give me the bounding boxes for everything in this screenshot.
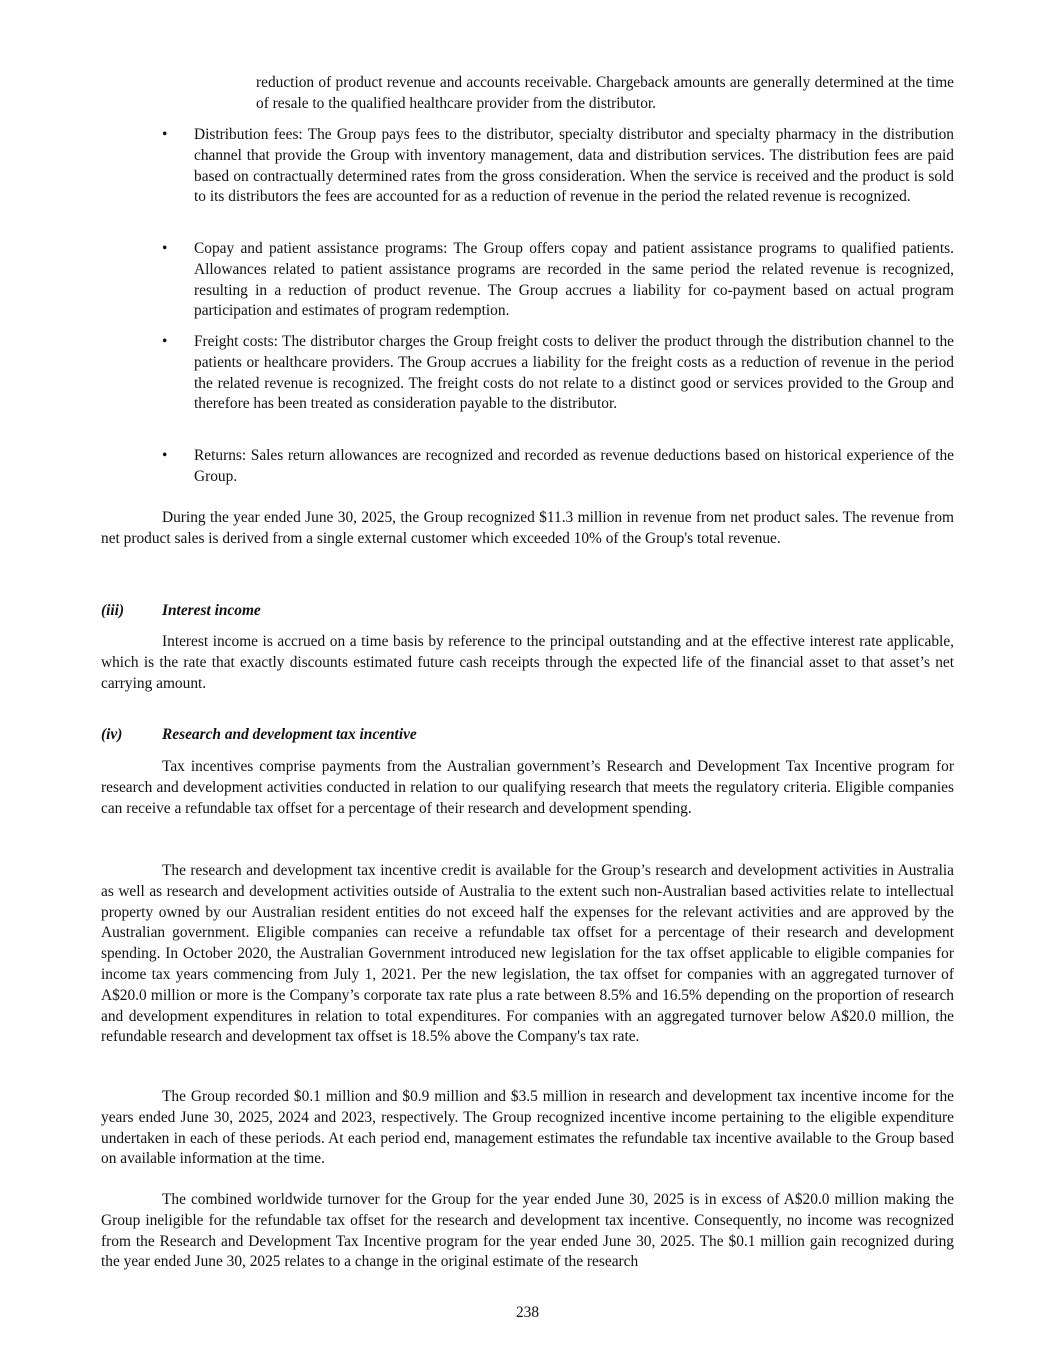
interest-income-paragraph: Interest income is accrued on a time basis by reference to the principal outstanding and at the effective interest rate applicable, which is the rate that exactly discounts estimated future cash receipts through the expected life of the financial asset to that asset’s net carrying amount. xyxy=(101,633,954,692)
bullet-distribution-fees xyxy=(162,125,954,208)
product-sales-paragraph: During the year ended June 30, 2025, the Group recognized $11.3 million in revenue from net product sales. The revenue from net product sales is derived from a single external customer which exceeded 10% of the Group's total revenue. xyxy=(101,509,954,547)
page-number: 238 xyxy=(515,1304,540,1321)
section-title: Interest income xyxy=(162,602,261,619)
bullet-freight-costs xyxy=(162,332,954,415)
section-heading-interest-income xyxy=(101,601,954,622)
section-number: (iv) xyxy=(101,726,123,743)
section-number: (iii) xyxy=(101,602,125,619)
rd-paragraph-4: The combined worldwide turnover for the Group for the year ended June 30, 2025 is in excess of A$20.0 million making the Group ineligible for the refundable tax offset for the research and development tax incentive. Consequently, no income was recognized from the Research and Development Tax Incentive program for the year ended June 30, 2025. The $0.1 million gain recognized during the year ended June 30, 2025 relates to a change in the original estimate of the research xyxy=(101,1191,954,1271)
bullet-copay-programs xyxy=(162,239,954,322)
section-heading-rd-tax-incentive xyxy=(101,725,954,746)
bullet-marker: • xyxy=(162,240,168,257)
bullet-marker: • xyxy=(162,333,168,350)
bullet-text: Returns: Sales return allowances are recognized and recorded as revenue deductions based on historical experience of the Group. xyxy=(194,447,954,485)
bullet-marker: • xyxy=(162,126,168,143)
section-title: Research and development tax incentive xyxy=(162,726,417,743)
bullet-marker: • xyxy=(162,447,168,464)
bullet-text: Distribution fees: The Group pays fees to the distributor, specialty distributor and specialty pharmacy in the distribution channel that provide the Group with inventory management, data and distribution services. The distribution fees are paid based on contractually determined rates from the gross consideration. When the service is received and the product is sold to its distributors the fees are accounted for as a reduction of revenue in the period the related revenue is recognized. xyxy=(194,126,954,206)
rd-paragraph-1: Tax incentives comprise payments from the Australian government’s Research and Development Tax Incentive program for research and development activities conducted in relation to our qualifying research that meets the regulatory criteria. Eligible companies can receive a refundable tax offset for a percentage of their research and development spending. xyxy=(101,758,954,817)
continuation-paragraph: reduction of product revenue and accounts receivable. Chargeback amounts are generally determined at the time of resale to the qualified healthcare provider from the distributor. xyxy=(256,74,954,112)
bullet-returns xyxy=(162,446,954,488)
bullet-text: Copay and patient assistance programs: The Group offers copay and patient assistance programs to qualified patients. Allowances related to patient assistance programs are recorded in the same period the related revenue is recognized, resulting in a reduction of product revenue. The Group accrues a liability for co-payment based on actual program participation and estimates of program redemption. xyxy=(194,240,954,320)
rd-paragraph-3: The Group recorded $0.1 million and $0.9 million and $3.5 million in research and development tax incentive income for the years ended June 30, 2025, 2024 and 2023, respectively. The Group recognized incentive income pertaining to the eligible expenditure undertaken in each of these periods. At each period end, management estimates the refundable tax incentive available to the Group based on available information at the time. xyxy=(101,1088,954,1168)
rd-paragraph-2: The research and development tax incentive credit is available for the Group’s research and development activities in Australia as well as research and development activities outside of Australia to the extent such non-Australian based activities relate to intellectual property owned by our Australian resident entities do not exceed half the expenses for the relevant activities and are approved by the Australian government. Eligible companies can receive a refundable tax offset for a percentage of their research and development spending. In October 2020, the Australian Government introduced new legislation for the tax offset applicable to eligible companies for income tax years commencing from July 1, 2021. Per the new legislation, the tax offset for companies with an aggregated turnover of A$20.0 million or more is the Company’s corporate tax rate plus a rate between 8.5% and 16.5% depending on the proportion of research and development expenditures in relation to total expenditures. For companies with an aggregated turnover below A$20.0 million, the refundable research and development tax offset is 18.5% above the Company's tax rate. xyxy=(101,862,954,1046)
bullet-text: Freight costs: The distributor charges the Group freight costs to deliver the product through the distribution channel to the patients or healthcare providers. The Group accrues a liability for the freight costs as a reduction of revenue in the period the related revenue is recognized. The freight costs do not relate to a distinct good or services provided to the Group and therefore has been treated as consideration payable to the distributor. xyxy=(194,333,954,413)
